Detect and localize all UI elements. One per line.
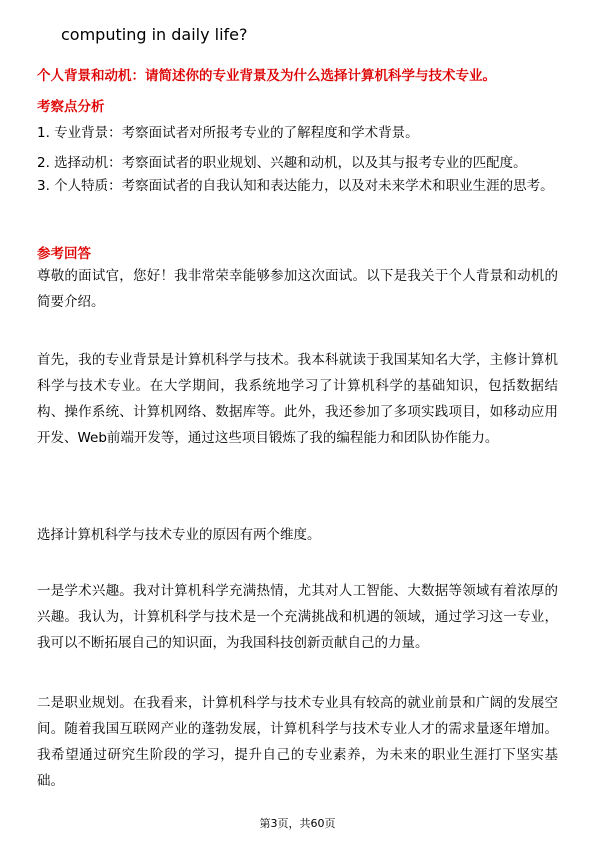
- answer-paragraph: 一是学术兴趣。我对计算机科学充满热情，尤其对人工智能、大数据等领域有着浓厚的兴趣。我认为，计算机科学与技术是一个充满挑战和机遇的领域，通过学习这一专业，我可以不断拓展自己的知识面，为我国科技创新贡献自己的力量。: [37, 583, 558, 651]
- analysis-heading: 考察点分析: [37, 99, 105, 115]
- analysis-point: 3. 个人特质：考察面试者的自我认知和表达能力，以及对未来学术和职业生涯的思考。: [37, 178, 554, 194]
- page-number: 第3页，共60页: [259, 817, 336, 830]
- answer-heading: 参考回答: [37, 246, 91, 262]
- question-heading: 个人背景和动机：请简述你的专业背景及为什么选择计算机科学与技术专业。: [37, 68, 496, 84]
- analysis-point: 2. 选择动机：考察面试者的职业规划、兴趣和动机，以及其与报考专业的匹配度。: [37, 155, 527, 171]
- answer-paragraph: 尊敬的面试官，您好！我非常荣幸能够参加这次面试。以下是我关于个人背景和动机的简要介绍。: [37, 268, 558, 310]
- question-continuation: computing in daily life?: [61, 25, 248, 44]
- answer-paragraph: 选择计算机科学与技术专业的原因有两个维度。: [37, 527, 321, 543]
- answer-paragraph: 首先，我的专业背景是计算机科学与技术。我本科就读于我国某知名大学，主修计算机科学与技术专业。在大学期间，我系统地学习了计算机科学的基础知识，包括数据结构、操作系统、计算机网络、数据库等。此外，我还参加了多项实践项目，如移动应用开发、Web前端开发等，通过这些项目锻炼了我的编程能力和团队协作能力。: [37, 352, 558, 446]
- analysis-point: 1. 专业背景：考察面试者对所报考专业的了解程度和学术背景。: [37, 125, 419, 141]
- answer-paragraph: 二是职业规划。在我看来，计算机科学与技术专业具有较高的就业前景和广阔的发展空间。随着我国互联网产业的蓬勃发展，计算机科学与技术专业人才的需求量逐年增加。我希望通过研究生阶段的学习，提升自己的专业素养，为未来的职业生涯打下坚实基础。: [37, 695, 558, 789]
